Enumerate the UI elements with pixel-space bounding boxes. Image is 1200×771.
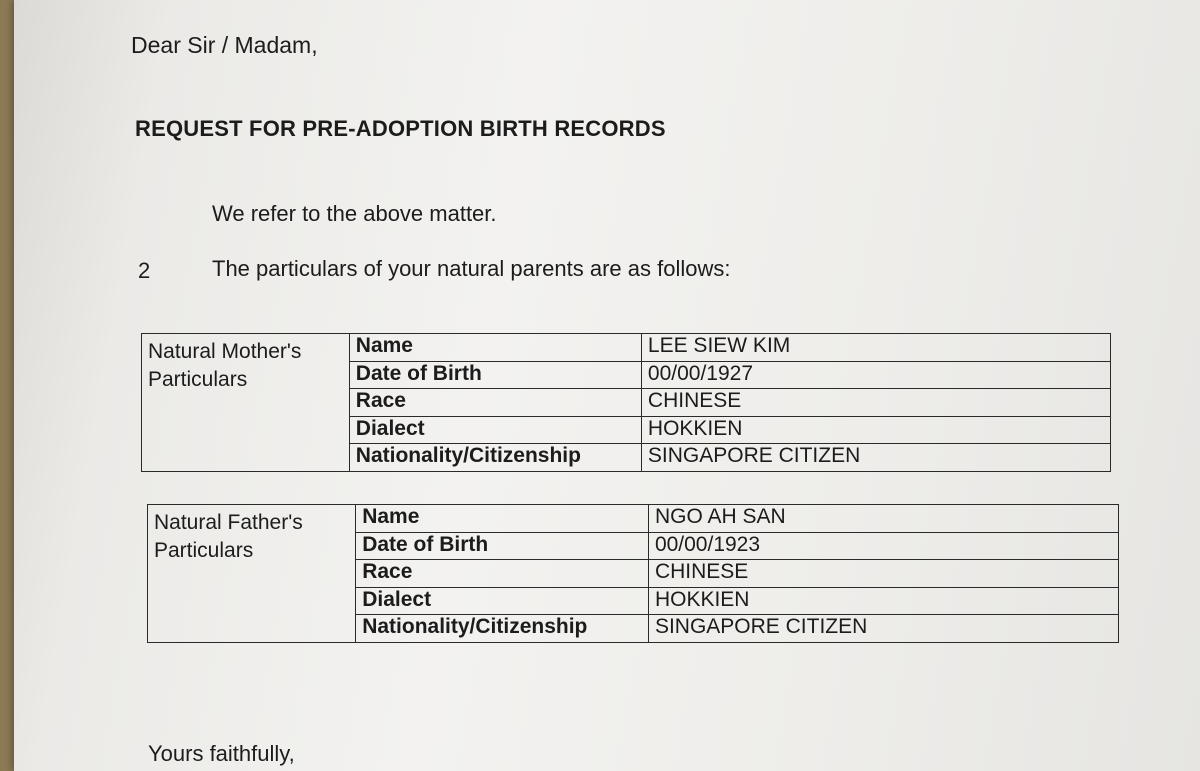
paragraph-2: The particulars of your natural parents are as follows: <box>212 256 731 281</box>
field-label: Dialect <box>349 416 641 444</box>
salutation: Dear Sir / Madam, <box>131 32 318 58</box>
field-label: Date of Birth <box>349 361 641 389</box>
paragraph-1: We refer to the above matter. <box>212 201 497 226</box>
field-value: HOKKIEN <box>648 587 1118 615</box>
paragraph-2-number: 2 <box>138 258 151 283</box>
field-label: Name <box>356 505 649 533</box>
field-value: HOKKIEN <box>641 416 1110 444</box>
letter-heading: REQUEST FOR PRE-ADOPTION BIRTH RECORDS <box>135 116 666 141</box>
field-label: Name <box>349 334 641 362</box>
field-value: CHINESE <box>648 560 1118 588</box>
closing: Yours faithfully, <box>148 741 295 766</box>
field-label: Race <box>356 560 649 588</box>
field-value: LEE SIEW KIM <box>641 334 1110 362</box>
field-value: 00/00/1927 <box>641 361 1110 389</box>
field-label: Date of Birth <box>356 532 649 560</box>
table-row <box>142 334 1111 362</box>
mother-particulars-table <box>141 333 1111 472</box>
mother-group-label: Natural Mother's Particulars <box>142 334 350 472</box>
field-label: Race <box>349 389 641 417</box>
field-value: NGO AH SAN <box>648 505 1118 533</box>
table-row <box>148 505 1119 533</box>
father-group-label: Natural Father's Particulars <box>148 505 356 643</box>
field-label: Dialect <box>356 587 649 615</box>
field-label: Nationality/Citizenship <box>349 444 641 472</box>
father-particulars-table <box>147 504 1119 643</box>
field-value: CHINESE <box>641 389 1110 417</box>
field-value: 00/00/1923 <box>648 532 1118 560</box>
field-value: SINGAPORE CITIZEN <box>641 444 1110 472</box>
letter-page <box>14 0 1200 771</box>
field-label: Nationality/Citizenship <box>356 615 649 643</box>
field-value: SINGAPORE CITIZEN <box>648 615 1118 643</box>
